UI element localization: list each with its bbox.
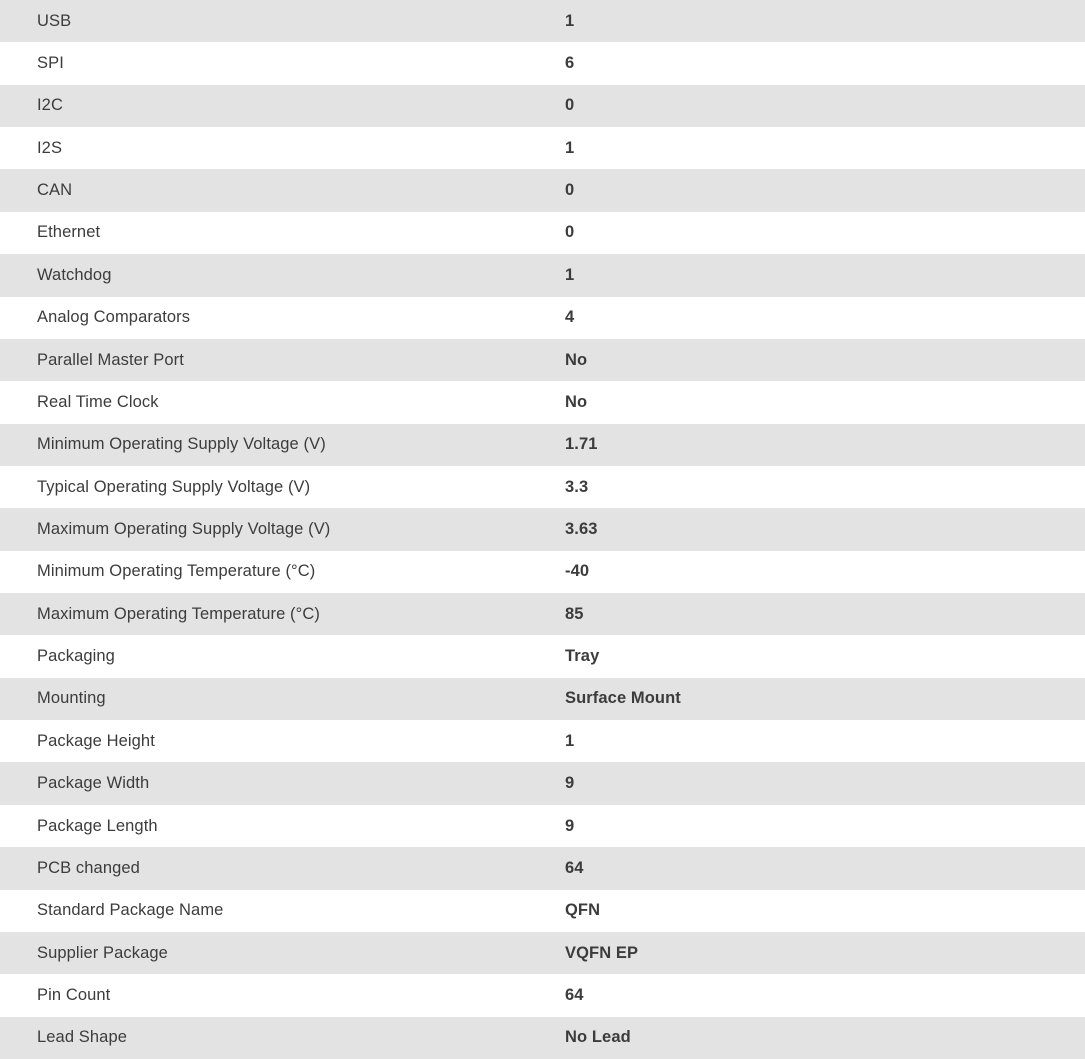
table-row xyxy=(0,805,1085,847)
row-value: 6 xyxy=(565,54,575,73)
row-label: I2C xyxy=(37,96,63,115)
row-value: Surface Mount xyxy=(565,689,681,708)
row-value: 9 xyxy=(565,816,575,835)
row-value: 0 xyxy=(565,223,575,242)
row-value: 64 xyxy=(565,858,584,877)
row-value: VQFN EP xyxy=(565,943,639,962)
row-value: 1 xyxy=(565,731,575,750)
row-value: Tray xyxy=(565,647,600,666)
row-value: No xyxy=(565,392,588,411)
row-value: 1 xyxy=(565,138,575,157)
row-label: I2S xyxy=(37,138,63,157)
row-label: Package Height xyxy=(37,731,155,750)
row-label: Packaging xyxy=(37,647,115,666)
row-label: PCB changed xyxy=(37,858,140,877)
row-label: Watchdog xyxy=(37,265,112,284)
table-row xyxy=(0,169,1085,211)
table-row xyxy=(0,551,1085,593)
table-row xyxy=(0,974,1085,1016)
row-value: 64 xyxy=(565,985,584,1004)
row-label: Pin Count xyxy=(37,985,111,1004)
row-label: Typical Operating Supply Voltage (V) xyxy=(37,477,311,496)
table-row xyxy=(0,466,1085,508)
table-row xyxy=(0,424,1085,466)
table-row xyxy=(0,847,1085,889)
row-value: No Lead xyxy=(565,1028,631,1047)
table-row xyxy=(0,85,1085,127)
table-row xyxy=(0,762,1085,804)
row-label: CAN xyxy=(37,181,73,200)
row-label: Parallel Master Port xyxy=(37,350,184,369)
row-label: Supplier Package xyxy=(37,943,168,962)
row-label: Lead Shape xyxy=(37,1028,128,1047)
row-value: QFN xyxy=(565,901,601,920)
table-row xyxy=(0,42,1085,84)
row-label: SPI xyxy=(37,54,64,73)
row-label: USB xyxy=(37,11,72,30)
row-value: 3.63 xyxy=(565,519,598,538)
row-label: Minimum Operating Supply Voltage (V) xyxy=(37,435,326,454)
table-row xyxy=(0,127,1085,169)
row-value: 0 xyxy=(565,96,575,115)
table-row xyxy=(0,593,1085,635)
row-value: 3.3 xyxy=(565,477,589,496)
table-row xyxy=(0,720,1085,762)
row-label: Ethernet xyxy=(37,223,101,242)
table-row xyxy=(0,1017,1085,1059)
row-label: Maximum Operating Temperature (°C) xyxy=(37,604,320,623)
row-label: Standard Package Name xyxy=(37,901,224,920)
row-value: -40 xyxy=(565,562,590,581)
table-row xyxy=(0,381,1085,423)
table-row xyxy=(0,635,1085,677)
table-row xyxy=(0,890,1085,932)
table-row xyxy=(0,254,1085,296)
row-value: 4 xyxy=(565,308,575,327)
table-row xyxy=(0,339,1085,381)
row-label: Real Time Clock xyxy=(37,392,159,411)
row-label: Minimum Operating Temperature (°C) xyxy=(37,562,316,581)
table-row xyxy=(0,932,1085,974)
row-label: Mounting xyxy=(37,689,106,708)
table-row xyxy=(0,297,1085,339)
row-value: 1 xyxy=(565,265,575,284)
table-row xyxy=(0,0,1085,42)
row-label: Analog Comparators xyxy=(37,308,191,327)
table-row xyxy=(0,678,1085,720)
row-value: 9 xyxy=(565,774,575,793)
row-value: No xyxy=(565,350,588,369)
row-label: Package Width xyxy=(37,774,150,793)
row-value: 85 xyxy=(565,604,584,623)
row-label: Package Length xyxy=(37,816,158,835)
row-value: 0 xyxy=(565,181,575,200)
row-label: Maximum Operating Supply Voltage (V) xyxy=(37,519,331,538)
row-value: 1.71 xyxy=(565,435,598,454)
row-value: 1 xyxy=(565,11,575,30)
table-row xyxy=(0,212,1085,254)
table-row xyxy=(0,508,1085,550)
